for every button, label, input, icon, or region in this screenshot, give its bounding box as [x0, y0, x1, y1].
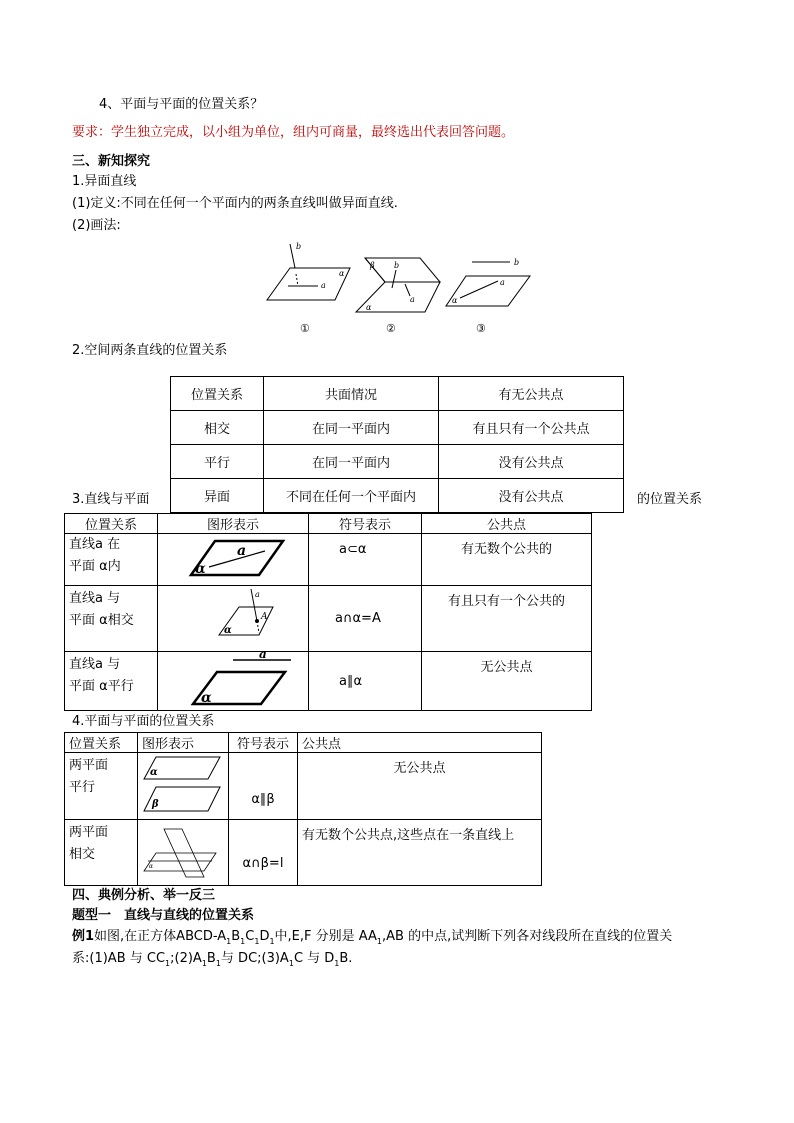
t3-header: 符号表示 [229, 733, 298, 753]
plane-plane-title: 4.平面与平面的位置关系 [72, 714, 215, 729]
t2-sym: a∩α=A [309, 586, 422, 652]
t1-header: 有无公共点 [439, 377, 624, 411]
t3-rel: 两平面 [69, 758, 109, 773]
t2-sym: a⊂α [309, 534, 422, 586]
question-4: 4、平面与平面的位置关系？ [99, 97, 264, 112]
fig2-label-beta: β [370, 261, 375, 270]
t2-fig-line-in-plane [158, 534, 309, 586]
t3-rel: 相交 [69, 847, 96, 862]
fig1-label-a: a [321, 281, 326, 290]
t3-header: 图形表示 [138, 733, 229, 753]
figure-1 [267, 244, 350, 300]
t3-sym: α∩β=l [229, 820, 298, 886]
skew-lines-figures [260, 238, 560, 338]
t2-rel: 直线a 与 [69, 657, 121, 672]
t2-pts: 有且只有一个公共的 [422, 586, 592, 652]
fig2-label-b: b [394, 261, 400, 270]
requirement-text: 要求：学生独立完成，以小组为单位，组内可商量，最终选出代表回答问题。 [72, 125, 515, 140]
t2-rel: 平面 α相交 [69, 613, 134, 628]
t2-sym: a∥α [309, 652, 422, 711]
skew-lines-title: 1.异面直线 [72, 174, 137, 189]
t2-rel: 直线a 与 [69, 591, 121, 606]
fig2-number: ② [386, 322, 396, 335]
t2-pts: 无公共点 [422, 652, 592, 711]
t3-fig-planes-intersect [138, 820, 229, 886]
t2-header: 公共点 [422, 514, 592, 534]
t1-cell: 在同一平面内 [264, 411, 439, 445]
skew-lines-definition: (1)定义:不同在任何一个平面内的两条直线叫做异面直线. [72, 196, 398, 211]
fig1-label-b: b [296, 242, 302, 251]
t2-header: 图形表示 [158, 514, 309, 534]
line-plane-title-suffix: 的位置关系 [637, 492, 703, 507]
fig1-label-alpha: α [339, 269, 345, 278]
t2-header: 位置关系 [65, 514, 158, 534]
svg-text:α: α [224, 624, 232, 636]
t1-cell: 在同一平面内 [264, 445, 439, 479]
t3-sym: α∥β [229, 753, 298, 820]
figure-3 [446, 262, 530, 306]
t3-pts: 有无数个公共点,这些点在一条直线上 [298, 820, 542, 886]
fig3-label-b: b [514, 258, 520, 267]
svg-text:a: a [259, 652, 267, 661]
svg-text:α: α [150, 767, 158, 778]
svg-text:β: β [152, 799, 159, 810]
t2-fig-line-intersect [158, 586, 309, 652]
t1-cell: 有且只有一个公共点 [439, 411, 624, 445]
table-row [65, 753, 542, 820]
t1-cell: 没有公共点 [439, 479, 624, 513]
fig2-label-a: a [410, 295, 415, 304]
t2-pts: 有无数个公共的 [422, 534, 592, 586]
fig3-label-alpha: α [452, 296, 458, 305]
example1-line1: 例1如图,在正方体ABCD-$A_1B_1C_1D_1$中,E,F 分别是 $AA_1,AB$ 的中点,试判断下列各对线段所在直线的位置关 [72, 929, 673, 946]
table-row [65, 534, 592, 586]
svg-text:a: a [237, 542, 247, 559]
example1-line2: 系:(1)AB 与 $CC_1;(2)A_1B_1$与 $DC;(3)A_1C$ 与 $D_1B$. [72, 951, 353, 968]
plane-plane-table [64, 732, 542, 886]
type1-title: 题型一 直线与直线的位置关系 [72, 908, 255, 923]
table-row [65, 652, 592, 711]
svg-text:α: α [201, 690, 212, 706]
t3-header: 公共点 [298, 733, 542, 753]
drawing-method: (2)画法: [72, 218, 121, 233]
t1-cell: 平行 [171, 445, 264, 479]
fig3-number: ③ [476, 322, 486, 335]
t2-rel: 平面 α平行 [69, 679, 134, 694]
table-row [65, 586, 592, 652]
t2-rel: 平面 α内 [69, 559, 121, 574]
t2-fig-line-parallel [158, 652, 309, 711]
two-lines-table [170, 376, 624, 513]
svg-text:α: α [149, 862, 154, 870]
section3-title: 三、新知探究 [72, 154, 151, 169]
t1-header: 位置关系 [171, 377, 264, 411]
t1-header: 共面情况 [264, 377, 439, 411]
t2-header: 符号表示 [309, 514, 422, 534]
svg-text:α: α [195, 560, 206, 577]
t3-pts: 无公共点 [298, 753, 542, 820]
table-row [171, 479, 624, 513]
fig1-number: ① [300, 322, 310, 335]
t2-rel: 直线a 在 [69, 537, 121, 552]
line-plane-table [64, 513, 592, 711]
t3-header: 位置关系 [65, 733, 138, 753]
t1-cell: 不同在任何一个平面内 [264, 479, 439, 513]
fig3-label-a: a [500, 278, 505, 287]
table-row [171, 445, 624, 479]
t3-rel: 两平面 [69, 825, 109, 840]
t1-cell: 没有公共点 [439, 445, 624, 479]
svg-text:a: a [255, 589, 260, 599]
table-row [65, 820, 542, 886]
t1-cell: 相交 [171, 411, 264, 445]
t3-rel: 平行 [69, 780, 96, 795]
fig2-label-alpha: α [366, 303, 372, 312]
table-row [171, 411, 624, 445]
t3-fig-planes-parallel [138, 753, 229, 820]
t1-cell: 异面 [171, 479, 264, 513]
svg-text:A: A [261, 611, 268, 622]
section4-title: 四、典例分析、举一反三 [72, 888, 216, 903]
two-lines-title: 2.空间两条直线的位置关系 [72, 343, 228, 358]
line-plane-title: 3.直线与平面 [72, 492, 150, 507]
